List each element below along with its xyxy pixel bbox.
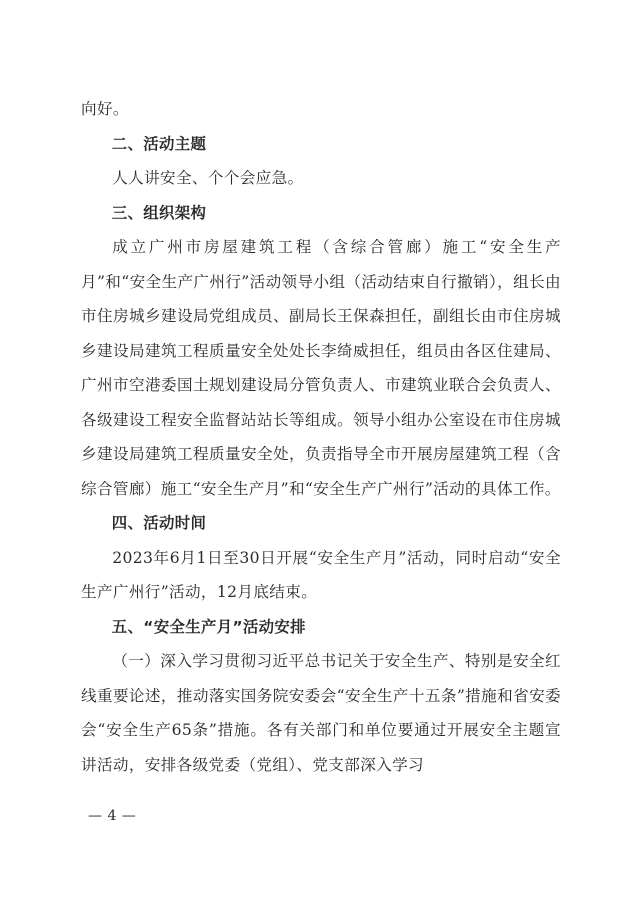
page-number: — 4 — xyxy=(88,808,137,824)
paragraph-organization: 成立广州市房屋建筑工程（含综合管廊）施工“安全生产月”和“安全生产广州行”活动领导小组（活动结束自行撤销），组长由市住房城乡建设局党组成员、副局长王保森担任，副组长由市住房城乡建设局建筑工程质量安全处处长李绮威担任，组员由各区住建局、广州市空港委国土规划建设局分管负责人、市建筑业联合会负责人、各级建设工程安全监督站站长等组成。领导小组办公室设在市住房城乡建设局建筑工程质量安全处，负责指导全市开展房屋建筑工程（含综合管廊）施工“安全生产月”和“安全生产广州行”活动的具体工作。 xyxy=(81,238,561,498)
section-heading-time: 四、活动时间 xyxy=(111,514,207,532)
paragraph-theme: 人人讲安全、个个会应急。 xyxy=(112,169,304,187)
section-heading-organization: 三、组织架构 xyxy=(111,203,207,222)
paragraph-time: 2023年6月1日至30日开展“安全生产月”活动，同时启动“安全生产广州行”活动，12月底结束。 xyxy=(81,548,561,601)
paragraph-continuation: 向好。 xyxy=(81,100,129,118)
section-heading-theme: 二、活动主题 xyxy=(111,134,207,153)
section-heading-arrangement: 五、“安全生产月”活动安排 xyxy=(111,617,306,636)
paragraph-arrangement: （一）深入学习贯彻习近平总书记关于安全生产、特别是安全红线重要论述，推动落实国务院安委会“安全生产十五条”措施和省安委会“安全生产65条”措施。各有关部门和单位要通过开展安全主题宣讲活动，安排各级党委（党组）、党支部深入学习 xyxy=(81,652,561,774)
document-body xyxy=(81,92,561,782)
